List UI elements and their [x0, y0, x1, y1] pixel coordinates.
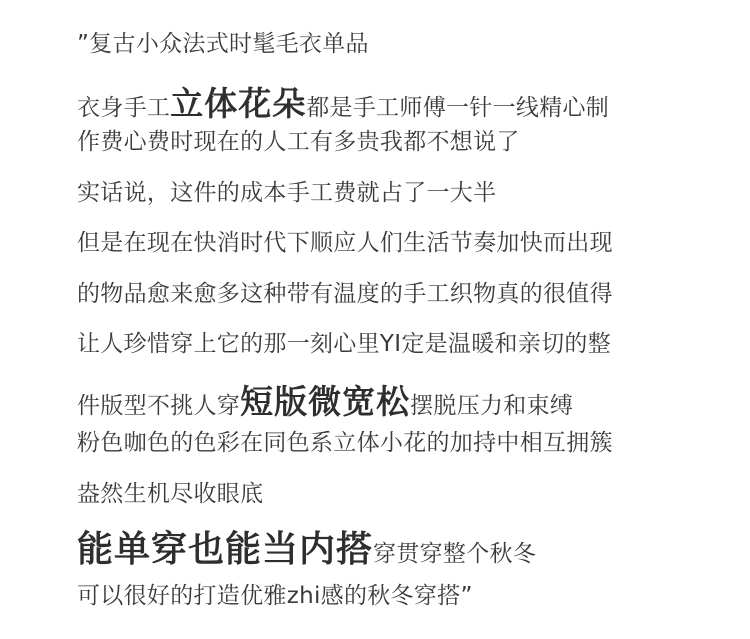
text-segment: 都是手工师傅一针一线精心制: [306, 95, 610, 121]
paragraph-line: [77, 382, 574, 421]
paragraph-line: [77, 84, 610, 123]
text-segment: 件版型不挑人穿: [77, 393, 241, 419]
paragraph-line: 作费心费时现在的人工有多贵我都不想说了: [77, 129, 520, 155]
paragraph-line: 但是在现在快消时代下顺应人们生活节奏加快而出现: [77, 230, 613, 256]
text-segment: 穿贯穿整个秋冬: [373, 541, 537, 567]
paragraph-line: 的物品愈来愈多这种带有温度的手工织物真的很值得: [77, 281, 613, 307]
intro-line: ”复古小众法式时髦毛衣单品: [77, 31, 369, 57]
emphasis-text: 短版微宽松: [240, 382, 411, 421]
paragraph-line: [77, 529, 537, 570]
paragraph-line: 盎然生机尽收眼底: [77, 481, 264, 507]
paragraph-line: 实话说，这件的成本手工费就占了一大半: [77, 180, 497, 206]
text-segment: 衣身手工: [77, 95, 171, 121]
emphasis-text: 立体花朵: [170, 84, 307, 123]
text-segment: 摆脱压力和束缚: [410, 393, 574, 419]
emphasis-text: 能单穿也能当内搭: [77, 529, 374, 570]
paragraph-line: 让人珍惜穿上它的那一刻心里YI定是温暖和亲切的整: [77, 331, 612, 357]
closing-line: 可以很好的打造优雅zhi感的秋冬穿搭”: [77, 583, 473, 609]
paragraph-line: 粉色咖色的色彩在同色系立体小花的加持中相互拥簇: [77, 430, 613, 456]
